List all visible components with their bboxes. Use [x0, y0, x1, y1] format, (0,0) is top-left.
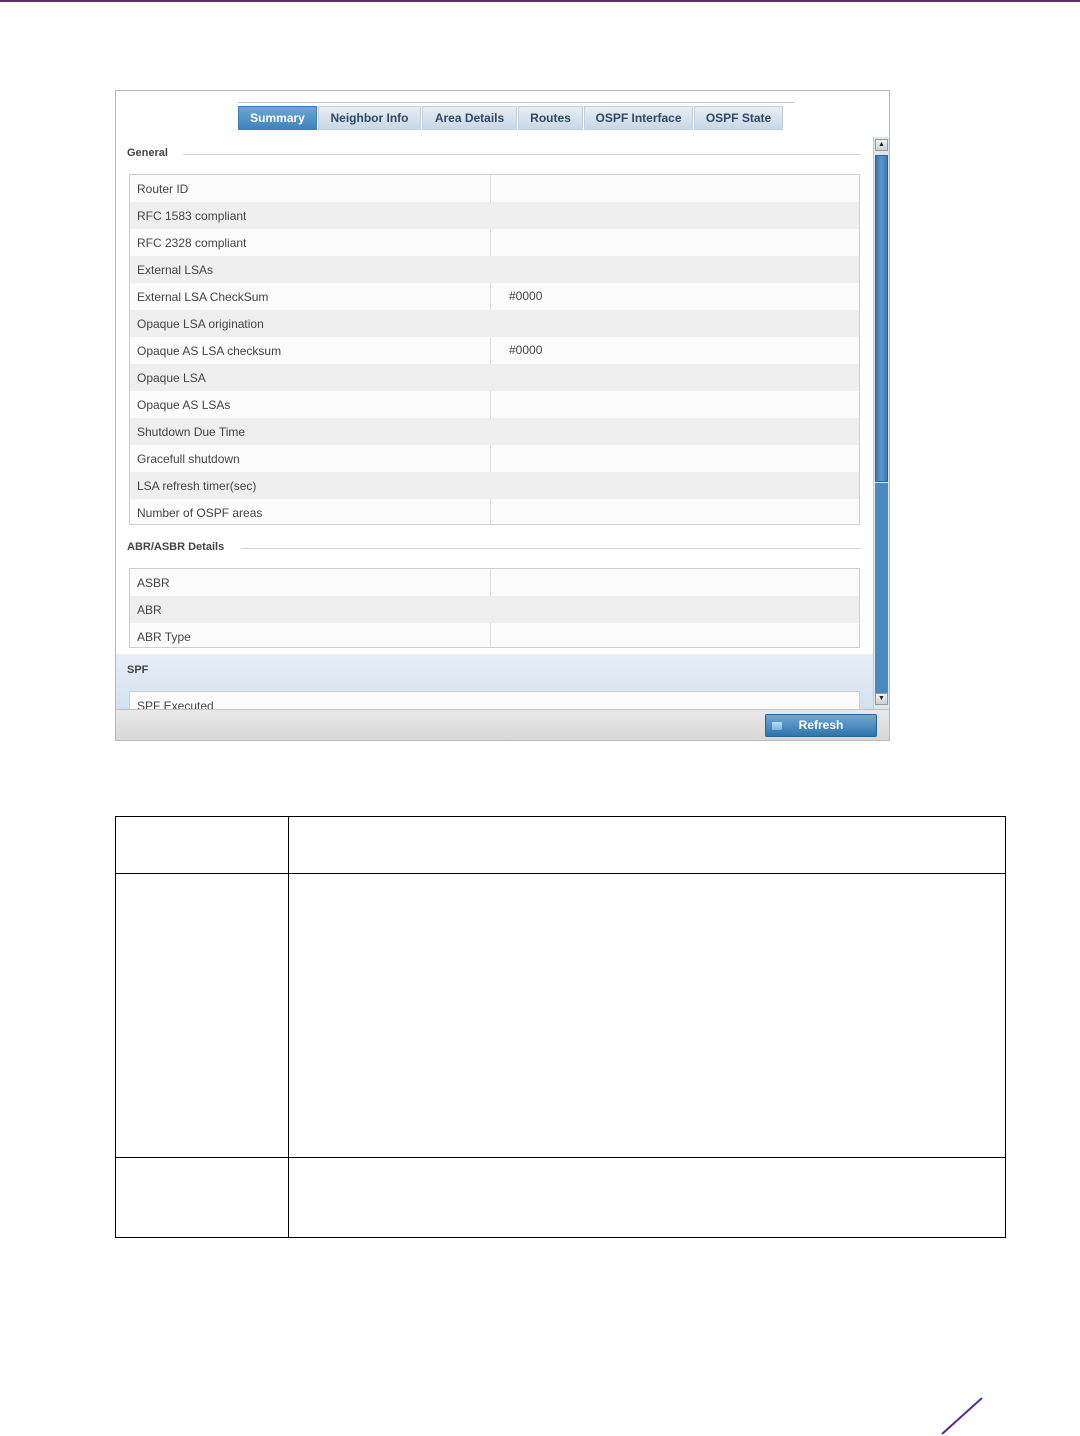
table-cell [116, 817, 289, 874]
table-cell [289, 874, 1006, 1158]
tab-ospf-interface[interactable]: OSPF Interface [584, 106, 693, 130]
row-label: RFC 2328 compliant [137, 236, 247, 250]
refresh-icon [772, 722, 782, 730]
abr-section-title: ABR/ASBR Details [127, 541, 225, 553]
table-row [130, 337, 859, 364]
table-cell [289, 817, 1006, 874]
table-row [130, 445, 859, 472]
table-row [130, 596, 859, 623]
tab-summary[interactable]: Summary [238, 106, 317, 130]
scroll-track[interactable] [875, 483, 888, 693]
tab-neighbor-info[interactable]: Neighbor Info [318, 106, 421, 130]
table-row [116, 1158, 1006, 1238]
row-label: ASBR [137, 576, 170, 590]
row-label: External LSAs [137, 263, 214, 277]
table-row [130, 623, 859, 650]
header-rule [0, 0, 1080, 2]
table-row [130, 569, 859, 596]
row-label: Opaque AS LSA checksum [137, 344, 282, 358]
table-row [130, 364, 859, 391]
table-row [130, 256, 859, 283]
decorative-slash-icon [940, 1397, 984, 1435]
row-label: ABR Type [137, 630, 191, 644]
row-label: External LSA CheckSum [137, 290, 269, 304]
row-value: #0000 [509, 289, 543, 303]
table-row [130, 391, 859, 418]
description-table [115, 816, 1006, 1238]
table-row [130, 202, 859, 229]
table-row [130, 175, 859, 202]
table-row [130, 229, 859, 256]
scroll-thumb[interactable] [875, 155, 888, 482]
tab-area-details[interactable]: Area Details [422, 106, 517, 130]
table-cell [116, 874, 289, 1158]
tab-routes[interactable]: Routes [518, 106, 583, 130]
refresh-label: Refresh [798, 718, 844, 732]
scroll-up-button[interactable]: ▲ [875, 139, 888, 151]
refresh-button[interactable] [765, 714, 877, 737]
row-label: RFC 1583 compliant [137, 209, 247, 223]
table-row [130, 472, 859, 499]
row-label: Opaque AS LSAs [137, 398, 231, 412]
vertical-scrollbar[interactable] [873, 137, 889, 709]
table-cell [289, 1158, 1006, 1238]
abr-section-rule [241, 548, 861, 549]
tab-bar [238, 102, 795, 129]
row-label: Shutdown Due Time [137, 425, 246, 439]
row-label: Number of OSPF areas [137, 506, 263, 520]
ospf-summary-screenshot [115, 90, 890, 741]
tab-ospf-state[interactable]: OSPF State [694, 106, 783, 130]
table-row [130, 692, 859, 709]
footer-bar [116, 709, 889, 741]
table-row [116, 874, 1006, 1158]
table-row [130, 283, 859, 310]
row-label: Opaque LSA origination [137, 317, 264, 331]
spf-section-title: SPF [127, 664, 149, 676]
row-label: ABR [137, 603, 162, 617]
row-label: SPF Executed [137, 699, 214, 709]
scroll-down-button[interactable]: ▼ [875, 693, 888, 705]
table-row [130, 310, 859, 337]
summary-content [116, 131, 873, 709]
table-row [130, 499, 859, 526]
table-row [116, 817, 1006, 874]
general-table [129, 174, 860, 525]
table-cell [116, 1158, 289, 1238]
general-section-rule [183, 154, 861, 155]
row-value: #0000 [509, 343, 543, 357]
spf-table [129, 691, 860, 709]
row-label: LSA refresh timer(sec) [137, 479, 257, 493]
row-label: Opaque LSA [137, 371, 206, 385]
row-label: Gracefull shutdown [137, 452, 240, 466]
general-section-title: General [127, 147, 168, 159]
row-label: Router ID [137, 182, 189, 196]
table-row [130, 418, 859, 445]
abr-table [129, 568, 860, 648]
